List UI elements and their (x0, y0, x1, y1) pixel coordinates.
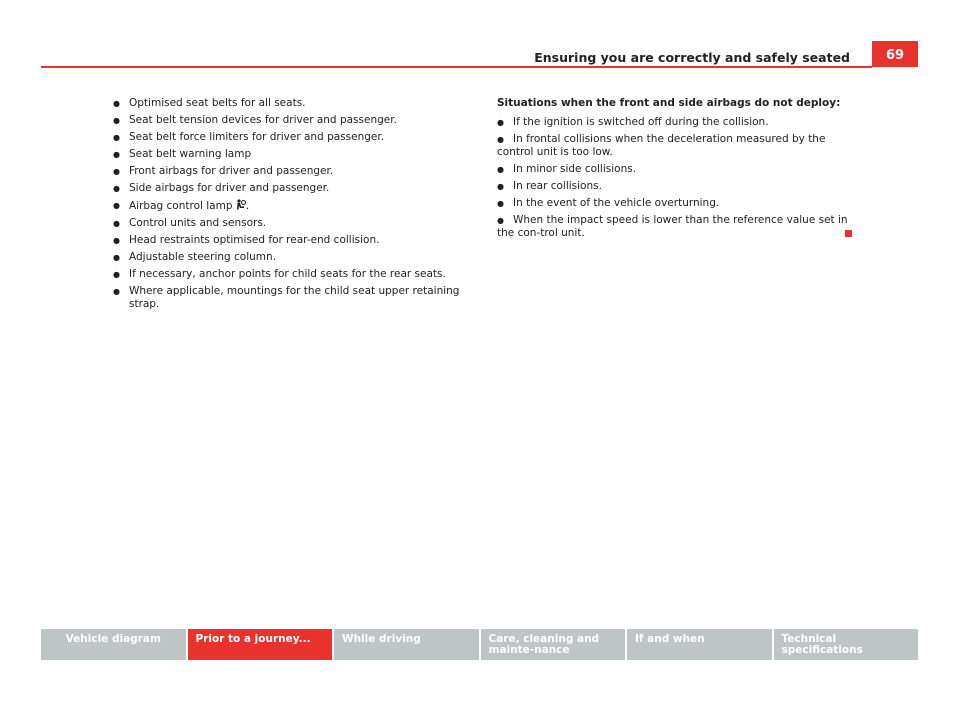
airbag-warning-icon (236, 199, 246, 210)
page-number: 69 (872, 41, 918, 67)
page-title: Ensuring you are correctly and safely seated (534, 50, 850, 65)
list-item: ● Adjustable steering column. (113, 251, 478, 264)
tab-while-driving[interactable]: While driving (334, 629, 479, 660)
list-item: ● Seat belt tension devices for driver and passenger. (113, 114, 478, 127)
tab-prior-to-a-journey[interactable]: Prior to a journey... (188, 629, 333, 660)
list-item: ● Side airbags for driver and passenger. (113, 182, 478, 195)
list-item: ● If the ignition is switched off during the collision. (497, 116, 857, 129)
list-item: ● Head restraints optimised for rear-end collision. (113, 234, 478, 247)
list-item: ● If necessary, anchor points for child seats for the rear seats. (113, 268, 478, 281)
left-column (113, 97, 478, 315)
list-item: ● Where applicable, mountings for the child seat upper retaining strap. (113, 285, 478, 311)
list-item: ● Seat belt force limiters for driver and passenger. (113, 131, 478, 144)
header-divider (41, 66, 872, 68)
list-item: ● In the event of the vehicle overturning. (497, 197, 857, 210)
non-deploy-list (497, 116, 857, 240)
tab-if-and-when[interactable]: If and when (627, 629, 772, 660)
list-item: ● In minor side collisions. (497, 163, 857, 176)
section-end-marker (845, 230, 852, 237)
tab-care-cleaning-maintenance[interactable]: Care, cleaning and mainte-nance (481, 629, 626, 660)
list-item: ● Control units and sensors. (113, 217, 478, 230)
list-item: ● When the impact speed is lower than the reference value set in the con-trol unit. (497, 214, 857, 240)
list-item: ● Airbag control lamp . (113, 199, 478, 213)
list-item: ● In frontal collisions when the deceleration measured by the control unit is too low. (497, 133, 857, 159)
tab-vehicle-diagram[interactable]: Vehicle diagram (41, 629, 186, 660)
chapter-nav (41, 629, 918, 660)
right-column (497, 97, 857, 244)
list-item: ● Optimised seat belts for all seats. (113, 97, 478, 110)
list-item: ● Seat belt warning lamp (113, 148, 478, 161)
section-heading: Situations when the front and side airbags do not deploy: (497, 97, 841, 109)
list-item: ● In rear collisions. (497, 180, 857, 193)
tab-technical-specifications[interactable]: Technical specifications (774, 629, 919, 660)
safety-features-list (113, 97, 478, 311)
list-item: ● Front airbags for driver and passenger. (113, 165, 478, 178)
